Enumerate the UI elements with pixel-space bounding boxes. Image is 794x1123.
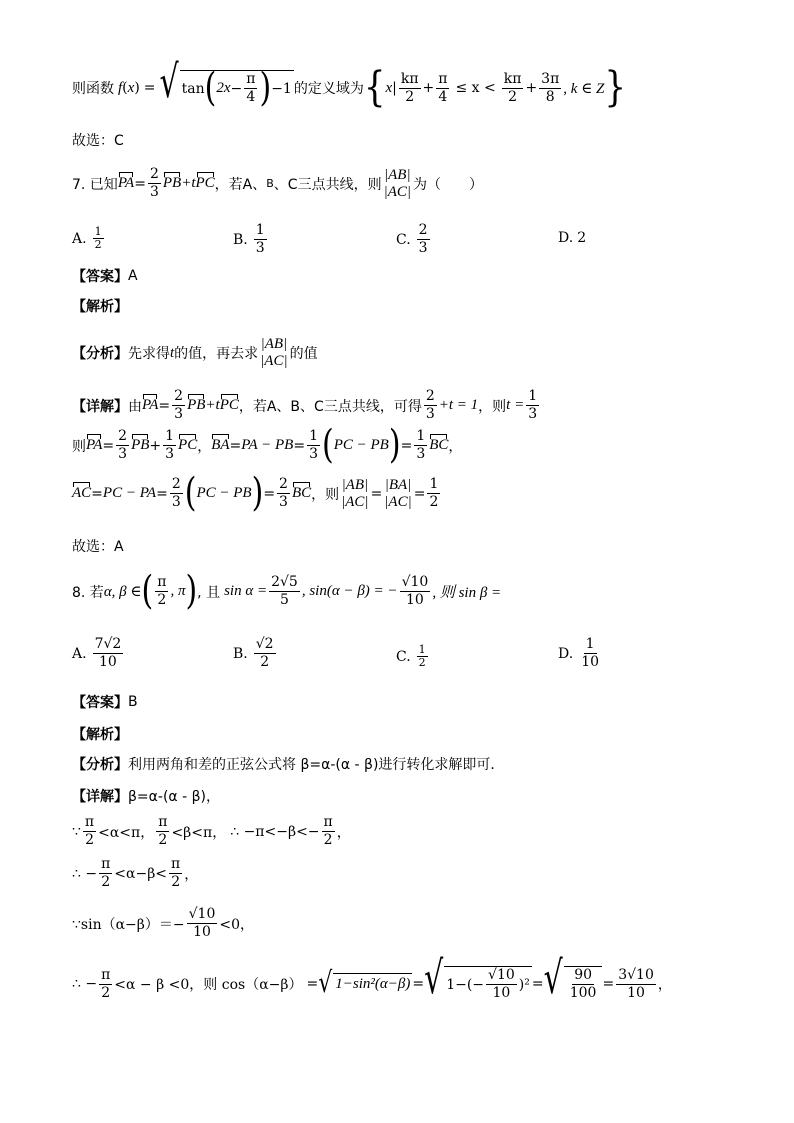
- question-8: 8. 若 α, β ∈ ( $\frac{\pi}{2}$ , π ) , 且 sin α = $\frac{2√5}{5}$ , sin(α − β) = − $\frac{√10}{10}$ , 则 sin β =: [72, 568, 502, 614]
- q8-option-c[interactable]: C. $\frac{1}{2}$: [396, 643, 426, 669]
- q7-detail-3: AC = PC − PA = $\frac{2}{3}$ ( PC − PB ) = $\frac{2}{3}$ BC ，则 |AB| |AC| = |BA| |AC| = $\frac{1}{2}$: [72, 470, 439, 516]
- q8-option-a[interactable]: A. $\frac{7√2}{10}$: [72, 636, 122, 670]
- q8-step-3: ∵sin（α−β）＝− $\frac{√10}{10}$ <0，: [72, 906, 254, 940]
- q7-analysis-label: 【解析】: [72, 299, 128, 315]
- q8-answer: 【答案】 B: [72, 694, 138, 711]
- q7-option-c[interactable]: C. $\frac{2}{3}$: [396, 222, 428, 256]
- sqrt-expression: √ tan ( 2x − $\frac{\pi}{4}$ ) −1: [159, 56, 292, 111]
- q7-detail-2: 则 PA = $\frac{2}{3}$ PB + $\frac{1}{3}$ PC ， BA = PA − PB = $\frac{1}{3}$ ( PC − PB ) = $\frac{1}{3}$ BC ，: [72, 422, 463, 468]
- q7-option-a[interactable]: A. $\frac{1}{2}$: [72, 225, 102, 251]
- q8-detail: 【详解】 β=α-(α - β)，: [72, 789, 220, 805]
- question-7: 7. 已知 PA = $\frac{2}{3}$ PB +t PC ，若A、 B 、C三点共线，则 |AB| |AC| 为（ ）: [72, 166, 483, 200]
- q7-option-b[interactable]: B. $\frac{1}{3}$: [233, 222, 265, 256]
- q7-answer: 【答案】 A: [72, 268, 138, 285]
- q7-fenxi: 【分析】 先求得 t 的值，再去求 |AB| |AC| 的值: [72, 336, 318, 369]
- domain-line: 则函数 f ( x ) = √ tan ( 2x − $\frac{\pi}{4}$ ) −1 的定义域为 { x | $\frac{k\pi}{2}$ + $\frac{\pi}{4}$ ≤ x < $\frac{k\pi}{2}$ + $\frac{3\pi}{8}$ , k ∈ Z }: [72, 56, 627, 112]
- q8-step-4: ∴ − $\frac{\pi}{2}$ <α − β <0，则 cos（α−β） = √ 1−sin²(α−β) = √ 1−(− $\frac{√10}{10}$ )² = √ $\frac{90}{100}$ = $\frac{3√10}{10}$ ，: [72, 952, 672, 1005]
- q8-option-b[interactable]: B. $\frac{√2}{2}$: [233, 636, 274, 670]
- q8-option-d[interactable]: D. $\frac{1}{10}$: [558, 636, 600, 670]
- q7-detail-1: 【详解】 由 PA = $\frac{2}{3}$ PB +t PC ，若A、B、C三点共线，可得 $\frac{2}{3}$ +t = 1 ，则 t = $\frac{1}{3}$: [72, 388, 538, 422]
- choose-c: 故选：C: [72, 133, 124, 149]
- q8-step-2: ∴ − $\frac{\pi}{2}$ <α−β< $\frac{\pi}{2}$ ，: [72, 856, 199, 890]
- q8-step-1: ∵ $\frac{\pi}{2}$ <α<π， $\frac{\pi}{2}$ <β<π， ∴ −π<−β<− $\frac{\pi}{2}$ ，: [72, 814, 351, 848]
- q7-choose: 故选：A: [72, 539, 124, 555]
- q8-analysis-label: 【解析】: [72, 727, 128, 743]
- q7-option-d[interactable]: D. 2: [558, 230, 587, 246]
- q8-fenxi: 【分析】 利用两角和差的正弦公式将 β=α-(α - β)进行转化求解即可．: [72, 757, 505, 773]
